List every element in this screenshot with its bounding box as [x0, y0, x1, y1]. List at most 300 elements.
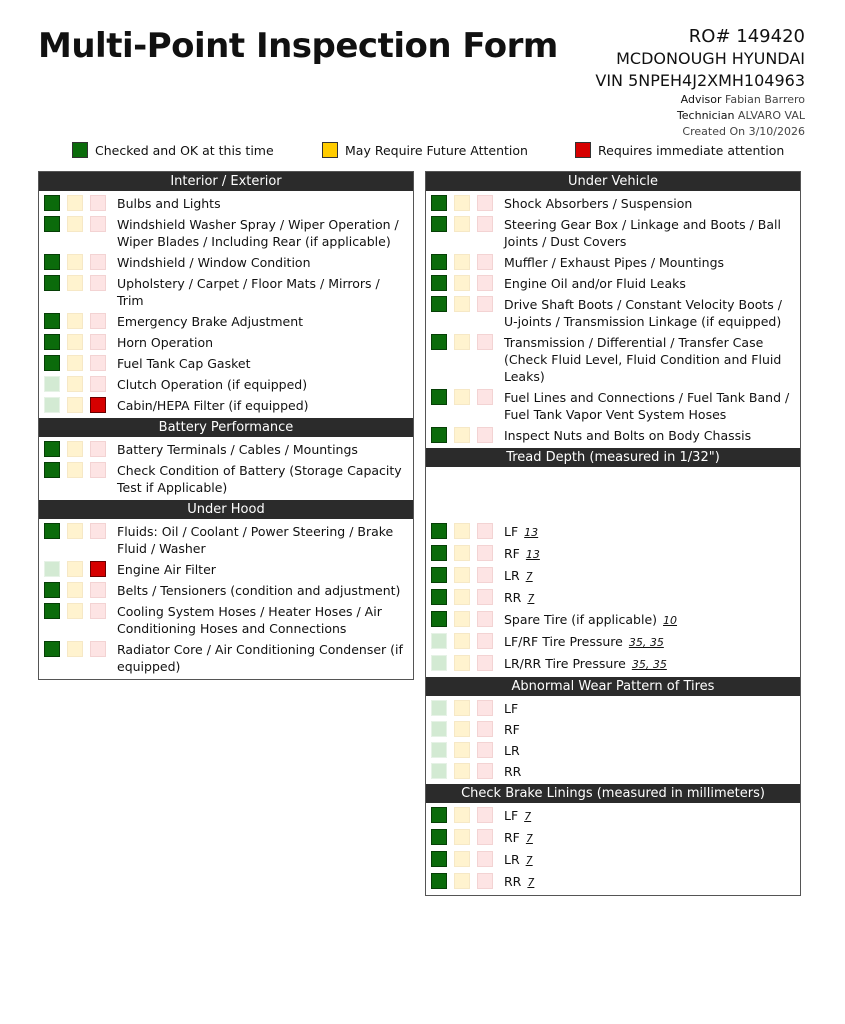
status-boxes [431, 567, 500, 583]
vin-line [595, 71, 805, 90]
future-status-box[interactable] [454, 545, 470, 561]
immediate-status-box[interactable] [477, 275, 493, 291]
ok-status-box[interactable] [431, 829, 447, 845]
future-status-box[interactable] [454, 427, 470, 443]
status-boxes [44, 334, 113, 350]
item-label [500, 296, 796, 330]
item-label-text: Horn Operation [117, 335, 214, 350]
inspection-row [426, 254, 800, 271]
item-label-text: RR [504, 764, 522, 779]
item-label-text: RF [504, 830, 520, 845]
ok-status-box[interactable] [431, 700, 447, 716]
item-label [113, 462, 409, 496]
inspection-row [426, 829, 800, 847]
measurement-value: 7 [525, 854, 533, 867]
inspection-row [426, 655, 800, 673]
item-label-text: Engine Air Filter [117, 562, 216, 577]
tire-tread-icon [443, 468, 783, 518]
item-label [500, 742, 520, 759]
item-label [500, 195, 692, 212]
status-boxes [431, 611, 500, 627]
status-boxes [431, 700, 500, 716]
future-status-box[interactable] [454, 721, 470, 737]
ok-status-box[interactable] [44, 582, 60, 598]
immediate-status-box[interactable] [477, 389, 493, 405]
future-status-box[interactable] [67, 275, 83, 291]
ok-status-box[interactable] [431, 807, 447, 823]
created-line [595, 125, 805, 138]
header-info [595, 26, 805, 138]
immediate-status-box[interactable] [90, 355, 106, 371]
ok-status-box[interactable] [44, 641, 60, 657]
ok-status-box[interactable] [44, 275, 60, 291]
item-label-text: RR [504, 590, 522, 605]
ok-status-box[interactable] [431, 567, 447, 583]
immediate-status-box[interactable] [90, 561, 106, 577]
ok-status-box[interactable] [44, 254, 60, 270]
status-boxes [431, 829, 500, 845]
measurement-value: 10 [663, 614, 678, 627]
item-label [113, 195, 221, 212]
future-status-box[interactable] [67, 195, 83, 211]
future-status-box[interactable] [454, 655, 470, 671]
item-label-text: LR [504, 743, 520, 758]
item-label [113, 603, 409, 637]
item-label [500, 216, 796, 250]
immediate-status-box[interactable] [477, 721, 493, 737]
immediate-status-box[interactable] [477, 633, 493, 649]
future-status-box[interactable] [454, 633, 470, 649]
technician-label: Technician [676, 109, 735, 122]
inspection-row [39, 397, 413, 414]
section-interior [39, 195, 413, 414]
item-label [500, 633, 664, 651]
item-label [500, 655, 667, 673]
left-column [38, 171, 414, 680]
item-label-text: Windshield / Window Condition [117, 255, 311, 270]
item-label-text: Inspect Nuts and Bolts on Body Chassis [504, 428, 752, 443]
legend-immediate [575, 142, 784, 158]
ro-number: 149420 [736, 26, 805, 47]
status-boxes [431, 389, 500, 405]
immediate-status-box[interactable] [477, 763, 493, 779]
immediate-status-box[interactable] [90, 462, 106, 478]
status-boxes [44, 561, 113, 577]
section-tread [426, 523, 800, 673]
item-label [500, 275, 686, 292]
immediate-status-box[interactable] [477, 807, 493, 823]
future-status-box[interactable] [454, 700, 470, 716]
item-label-text: Muffler / Exhaust Pipes / Mountings [504, 255, 725, 270]
created-label: Created On [682, 125, 746, 138]
immediate-status-box[interactable] [477, 873, 493, 889]
immediate-status-box[interactable] [477, 296, 493, 312]
section-wear [426, 700, 800, 780]
future-status-box[interactable] [67, 216, 83, 232]
status-boxes [431, 851, 500, 867]
item-label-text: LF/RF Tire Pressure [504, 634, 623, 649]
ok-status-box[interactable] [431, 523, 447, 539]
ok-status-box[interactable] [431, 389, 447, 405]
created-date: 3/10/2026 [748, 125, 805, 138]
item-label [113, 376, 307, 393]
status-boxes [44, 313, 113, 329]
measurement-value: 13 [524, 526, 539, 539]
item-label [113, 397, 309, 414]
item-label-text: LR [504, 852, 520, 867]
immediate-status-box[interactable] [90, 254, 106, 270]
inspection-row [39, 216, 413, 250]
immediate-status-box[interactable] [477, 655, 493, 671]
immediate-status-box[interactable] [90, 275, 106, 291]
item-label-text: Shock Absorbers / Suspension [504, 196, 693, 211]
future-status-box[interactable] [454, 275, 470, 291]
immediate-status-box[interactable] [90, 195, 106, 211]
status-boxes [431, 633, 500, 649]
inspection-row [39, 561, 413, 578]
tread-depth-graphic [426, 467, 800, 519]
status-boxes [44, 275, 113, 291]
technician-name: ALVARO VAL [737, 109, 805, 122]
section-header-brakes: Check Brake Linings (measured in millimeters) [426, 784, 800, 803]
section-header-interior: Interior / Exterior [39, 172, 413, 191]
future-status-box[interactable] [454, 389, 470, 405]
ok-status-box[interactable] [44, 216, 60, 232]
section-battery [39, 441, 413, 496]
inspection-row [39, 523, 413, 557]
future-status-box[interactable] [454, 851, 470, 867]
future-status-box[interactable] [454, 523, 470, 539]
inspection-row [426, 523, 800, 541]
immediate-status-box[interactable] [477, 195, 493, 211]
immediate-status-box[interactable] [90, 523, 106, 539]
status-boxes [431, 545, 500, 561]
measurement-value: 7 [524, 810, 532, 823]
inspection-row [426, 545, 800, 563]
advisor-line [595, 93, 805, 106]
measurement-value: 7 [525, 570, 533, 583]
ok-status-box[interactable] [44, 603, 60, 619]
immediate-status-box[interactable] [90, 397, 106, 413]
future-status-box[interactable] [67, 254, 83, 270]
item-label-text: Drive Shaft Boots / Constant Velocity Boots / U-joints / Transmission Linkage (if equipped) [504, 297, 782, 329]
immediate-status-box[interactable] [477, 851, 493, 867]
future-status-box[interactable] [454, 296, 470, 312]
ok-status-box[interactable] [431, 195, 447, 211]
item-label [500, 334, 796, 385]
future-status-box[interactable] [67, 462, 83, 478]
ok-status-box[interactable] [431, 296, 447, 312]
ok-status-box[interactable] [44, 334, 60, 350]
item-label [113, 582, 400, 599]
ok-status-box[interactable] [431, 545, 447, 561]
technician-line [595, 109, 805, 122]
future-status-box[interactable] [67, 603, 83, 619]
immediate-status-box[interactable] [90, 313, 106, 329]
vin-number: 5NPEH4J2XMH104963 [628, 71, 805, 90]
ok-status-box[interactable] [44, 355, 60, 371]
section-hood [39, 523, 413, 675]
status-boxes [44, 523, 113, 539]
section-vehicle [426, 195, 800, 444]
status-boxes [44, 376, 113, 392]
advisor-name: Fabian Barrero [725, 93, 805, 106]
ok-status-box[interactable] [431, 611, 447, 627]
item-label [113, 641, 409, 675]
inspection-row [426, 334, 800, 385]
immediate-status-box[interactable] [90, 216, 106, 232]
future-status-box[interactable] [454, 195, 470, 211]
inspection-row [426, 700, 800, 717]
ok-status-box[interactable] [44, 397, 60, 413]
inspection-row [39, 275, 413, 309]
ok-status-box[interactable] [44, 441, 60, 457]
section-header-tread: Tread Depth (measured in 1/32") [426, 448, 800, 467]
item-label-text: RF [504, 546, 520, 561]
ro-label: RO# [688, 26, 731, 47]
inspection-row [426, 389, 800, 423]
section-header-wear: Abnormal Wear Pattern of Tires [426, 677, 800, 696]
item-label [113, 254, 311, 271]
measurement-value: 7 [525, 832, 533, 845]
legend-future-label: May Require Future Attention [345, 142, 528, 158]
ok-status-box[interactable] [431, 742, 447, 758]
immediate-status-box[interactable] [477, 427, 493, 443]
ok-status-box[interactable] [431, 275, 447, 291]
item-label-text: Cooling System Hoses / Heater Hoses / Air Conditioning Hoses and Connections [117, 604, 382, 636]
measurement-value: 13 [525, 548, 540, 561]
item-label-text: Check Condition of Battery (Storage Capacity Test if Applicable) [117, 463, 402, 495]
item-label [500, 700, 518, 717]
item-label-text: Emergency Brake Adjustment [117, 314, 304, 329]
future-status-box[interactable] [454, 254, 470, 270]
item-label-text: LR [504, 568, 520, 583]
inspection-row [39, 603, 413, 637]
item-label-text: Upholstery / Carpet / Floor Mats / Mirrors / Trim [117, 276, 380, 308]
immediate-status-box[interactable] [477, 254, 493, 270]
future-status-box[interactable] [67, 376, 83, 392]
inspection-row [426, 275, 800, 292]
immediate-status-box[interactable] [90, 376, 106, 392]
ok-status-box[interactable] [431, 873, 447, 889]
inspection-row [426, 721, 800, 738]
inspection-row [39, 334, 413, 351]
measurement-value: 7 [527, 592, 535, 605]
item-label-text: Spare Tire (if applicable) [504, 612, 658, 627]
item-label-text: Radiator Core / Air Conditioning Condenser (if equipped) [117, 642, 403, 674]
status-boxes [431, 721, 500, 737]
inspection-row [39, 441, 413, 458]
item-label-text: Engine Oil and/or Fluid Leaks [504, 276, 686, 291]
inspection-row [426, 742, 800, 759]
legend-future-swatch [322, 142, 338, 158]
ro-number-line [595, 26, 805, 47]
future-status-box[interactable] [67, 334, 83, 350]
item-label [500, 611, 677, 629]
inspection-row [426, 589, 800, 607]
item-label [113, 275, 409, 309]
inspection-row [39, 376, 413, 393]
item-label-text: Windshield Washer Spray / Wiper Operation / Wiper Blades / Including Rear (if applicable) [117, 217, 399, 249]
inspection-row [39, 355, 413, 372]
item-label [500, 589, 534, 607]
status-boxes [431, 763, 500, 779]
status-boxes [431, 807, 500, 823]
inspection-row [426, 216, 800, 250]
status-boxes [44, 603, 113, 619]
future-status-box[interactable] [67, 582, 83, 598]
item-label [500, 829, 533, 847]
item-label-text: Bulbs and Lights [117, 196, 221, 211]
status-boxes [431, 655, 500, 671]
future-status-box[interactable] [454, 589, 470, 605]
inspection-row [426, 873, 800, 891]
ok-status-box[interactable] [431, 633, 447, 649]
status-boxes [44, 355, 113, 371]
status-boxes [431, 523, 500, 539]
future-status-box[interactable] [454, 873, 470, 889]
ok-status-box[interactable] [431, 427, 447, 443]
status-boxes [431, 254, 500, 270]
item-label [500, 873, 534, 891]
item-label-text: Steering Gear Box / Linkage and Boots / Ball Joints / Dust Covers [504, 217, 781, 249]
item-label-text: LF [504, 524, 519, 539]
item-label [113, 313, 303, 330]
immediate-status-box[interactable] [90, 334, 106, 350]
immediate-status-box[interactable] [477, 742, 493, 758]
status-legend [72, 142, 792, 162]
immediate-status-box[interactable] [90, 582, 106, 598]
ok-status-box[interactable] [44, 561, 60, 577]
item-label-text: RR [504, 874, 522, 889]
future-status-box[interactable] [454, 216, 470, 232]
status-boxes [431, 275, 500, 291]
item-label [500, 721, 520, 738]
future-status-box[interactable] [67, 441, 83, 457]
item-label [500, 523, 538, 541]
status-boxes [431, 873, 500, 889]
immediate-status-box[interactable] [477, 334, 493, 350]
form-title: Multi-Point Inspection Form [38, 26, 558, 66]
item-label-text: LF [504, 701, 519, 716]
ok-status-box[interactable] [431, 721, 447, 737]
item-label [500, 254, 724, 271]
future-status-box[interactable] [454, 611, 470, 627]
ok-status-box[interactable] [431, 851, 447, 867]
future-status-box[interactable] [454, 334, 470, 350]
item-label [113, 334, 213, 351]
item-label [500, 545, 540, 563]
future-status-box[interactable] [67, 313, 83, 329]
measurement-value: 7 [527, 876, 535, 889]
immediate-status-box[interactable] [90, 441, 106, 457]
item-label-text: Clutch Operation (if equipped) [117, 377, 308, 392]
ok-status-box[interactable] [431, 655, 447, 671]
immediate-status-box[interactable] [477, 589, 493, 605]
inspection-row [426, 296, 800, 330]
inspection-row [39, 582, 413, 599]
status-boxes [431, 216, 500, 232]
immediate-status-box[interactable] [90, 603, 106, 619]
inspection-row [39, 641, 413, 675]
ok-status-box[interactable] [44, 195, 60, 211]
status-boxes [431, 427, 500, 443]
status-boxes [431, 195, 500, 211]
item-label [500, 807, 531, 825]
ok-status-box[interactable] [44, 376, 60, 392]
status-boxes [44, 397, 113, 413]
section-brakes [426, 807, 800, 891]
item-label-text: Battery Terminals / Cables / Mountings [117, 442, 358, 457]
inspection-row [426, 567, 800, 585]
item-label [500, 851, 533, 869]
inspection-row [426, 611, 800, 629]
status-boxes [44, 254, 113, 270]
ok-status-box[interactable] [431, 254, 447, 270]
status-boxes [431, 296, 500, 312]
future-status-box[interactable] [454, 567, 470, 583]
vin-label: VIN [595, 71, 624, 90]
ok-status-box[interactable] [431, 763, 447, 779]
right-column [425, 171, 801, 896]
inspection-row [426, 763, 800, 780]
future-status-box[interactable] [454, 829, 470, 845]
item-label [500, 567, 533, 585]
item-label-text: Fuel Tank Cap Gasket [117, 356, 251, 371]
inspection-row [426, 851, 800, 869]
inspection-row [39, 462, 413, 496]
immediate-status-box[interactable] [477, 216, 493, 232]
status-boxes [44, 641, 113, 657]
future-status-box[interactable] [67, 561, 83, 577]
inspection-row [426, 807, 800, 825]
immediate-status-box[interactable] [477, 545, 493, 561]
status-boxes [431, 742, 500, 758]
status-boxes [44, 216, 113, 232]
future-status-box[interactable] [67, 397, 83, 413]
future-status-box[interactable] [454, 807, 470, 823]
dealer-name: MCDONOUGH HYUNDAI [616, 49, 805, 68]
measurement-value: 35, 35 [628, 636, 664, 649]
section-header-battery: Battery Performance [39, 418, 413, 437]
future-status-box[interactable] [454, 742, 470, 758]
immediate-status-box[interactable] [477, 611, 493, 627]
inspection-row [39, 195, 413, 212]
future-status-box[interactable] [454, 763, 470, 779]
inspection-row [39, 313, 413, 330]
ok-status-box[interactable] [431, 589, 447, 605]
future-status-box[interactable] [67, 641, 83, 657]
immediate-status-box[interactable] [477, 829, 493, 845]
item-label [500, 389, 796, 423]
ok-status-box[interactable] [44, 462, 60, 478]
future-status-box[interactable] [67, 523, 83, 539]
ok-status-box[interactable] [431, 334, 447, 350]
immediate-status-box[interactable] [477, 700, 493, 716]
ok-status-box[interactable] [431, 216, 447, 232]
ok-status-box[interactable] [44, 313, 60, 329]
legend-immediate-label: Requires immediate attention [598, 142, 785, 158]
immediate-status-box[interactable] [477, 523, 493, 539]
legend-immediate-swatch [575, 142, 591, 158]
inspection-row [426, 195, 800, 212]
section-header-hood: Under Hood [39, 500, 413, 519]
item-label-text: Fluids: Oil / Coolant / Power Steering / Brake Fluid / Washer [117, 524, 394, 556]
future-status-box[interactable] [67, 355, 83, 371]
immediate-status-box[interactable] [90, 641, 106, 657]
immediate-status-box[interactable] [477, 567, 493, 583]
ok-status-box[interactable] [44, 523, 60, 539]
